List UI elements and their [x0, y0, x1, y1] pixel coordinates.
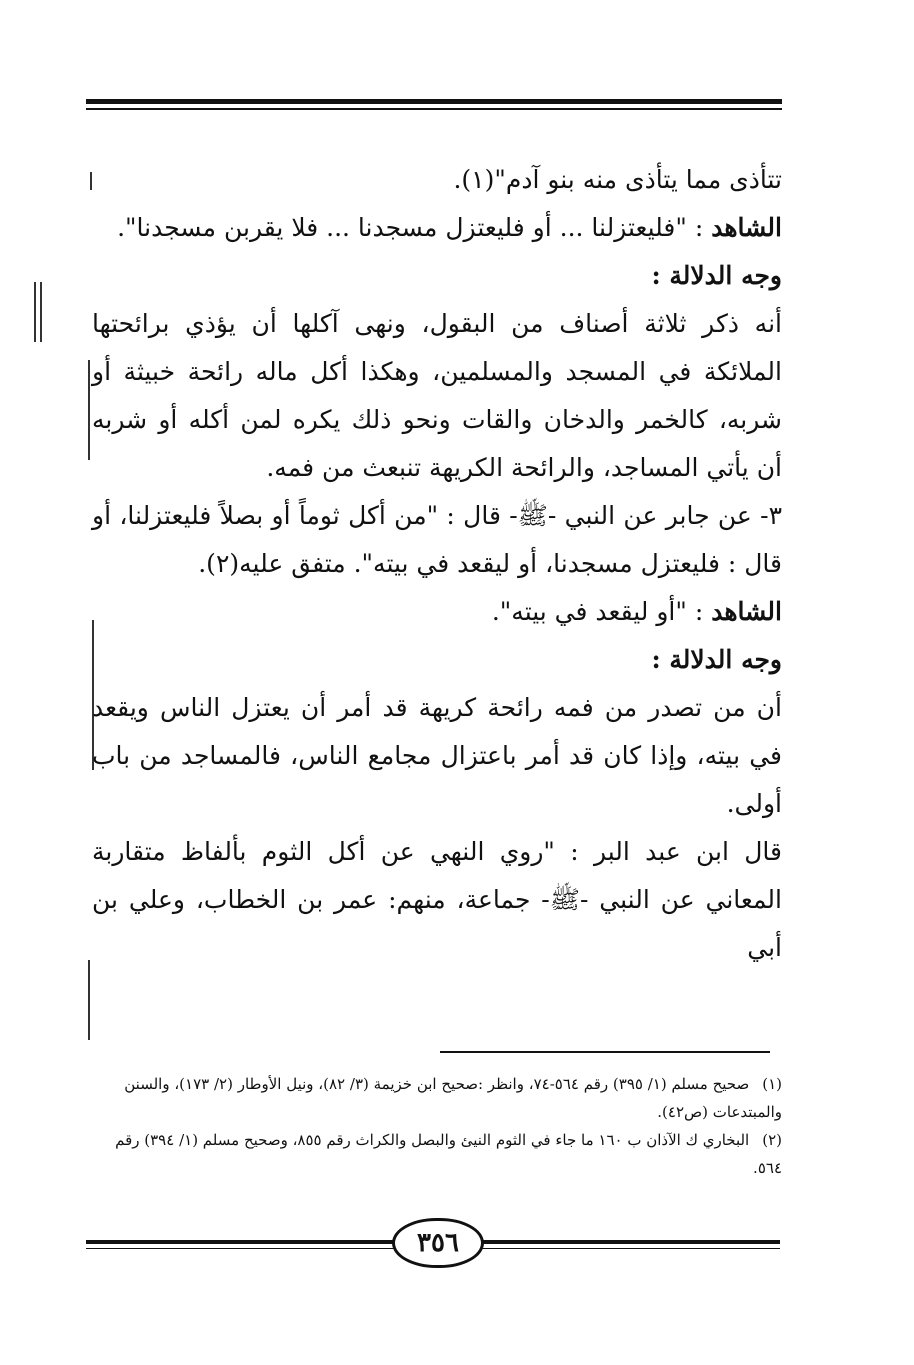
footnote-item [92, 1070, 782, 1126]
footer-rule-left [86, 1240, 398, 1244]
footer-rule-left-thin [86, 1248, 398, 1249]
shahid-1-paragraph [92, 204, 782, 252]
wajh-1-heading: وجه الدلالة : [651, 261, 782, 290]
shahid-2-text: : "أو ليقعد في بيته". [491, 597, 704, 626]
footnotes [92, 1070, 782, 1182]
footnote-item [92, 1126, 782, 1182]
shahid-1-text: : "فليعتزلنا ... أو فليعتزل مسجدنا ... فلا يقربن مسجدنا". [117, 213, 704, 242]
scan-artifact-line [40, 282, 42, 342]
wajh-2-text: أن من تصدر من فمه رائحة كريهة قد أمر أن يعتزل الناس ويقعد في بيته، وإذا كان قد أمر باعتزال مجامع الناس، فالمساجد من باب أولى. [92, 693, 782, 818]
scan-artifact-line [88, 960, 90, 1040]
wajh-2-heading: وجه الدلالة : [651, 645, 782, 674]
footnote-separator [440, 1051, 770, 1053]
footnote-number: (١) [762, 1075, 782, 1093]
scan-artifact-line [34, 282, 36, 342]
shahid-2-paragraph [92, 588, 782, 636]
shahid-2-label: الشاهد [711, 597, 782, 626]
footnote-text: صحيح مسلم (١/ ٣٩٥) رقم ٥٦٤-٧٤، وانظر :صحيح ابن خزيمة (٣/ ٨٢)، ونيل الأوطار (٢/ ١٧٣)، والسنن والمبتدعات (ص٤٢). [124, 1075, 782, 1121]
footnote-number: (٢) [762, 1131, 782, 1149]
footer-rule-right [478, 1240, 780, 1244]
shahid-1-label: الشاهد [711, 213, 782, 242]
header-rule-thick [86, 99, 782, 104]
main-body-text [92, 156, 782, 972]
hadith-3-paragraph: ٣- عن جابر عن النبي -ﷺ- قال : "من أكل ثوماً أو بصلاً فليعتزلنا، أو قال : فليعتزل مسجدنا، أو ليقعد في بيته". متفق عليه(٢). [92, 501, 782, 578]
page-number: ٣٥٦ [392, 1218, 484, 1268]
ibn-abd-albarr-paragraph: قال ابن عبد البر : "روي النهي عن أكل الثوم بألفاظ متقاربة المعاني عن النبي -ﷺ- جماعة، منهم: عمر بن الخطاب، وعلي بن أبي [92, 837, 782, 962]
paragraph-line-1: تتأذى مما يتأذى منه بنو آدم"(١). [453, 165, 782, 194]
scan-artifact-line [88, 360, 90, 460]
wajh-1-text: أنه ذكر ثلاثة أصناف من البقول، ونهى آكلها أن يؤذي برائحتها الملائكة في المسجد والمسلمين، وهكذا أكل ماله رائحة خبيثة أو شربه، كالخمر والدخان والقات ونحو ذلك يكره لمن أكله أو شربه أن يأتي المساجد، والرائحة الكريهة تنبعث من فمه. [92, 309, 782, 482]
footnote-text: البخاري ك الآذان ب ١٦٠ ما جاء في الثوم النيئ والبصل والكراث رقم ٨٥٥، وصحيح مسلم (١/ ٣٩٤) رقم ٥٦٤. [115, 1131, 782, 1177]
header-rule-thin [86, 108, 782, 110]
footer-rule-right-thin [478, 1248, 780, 1249]
